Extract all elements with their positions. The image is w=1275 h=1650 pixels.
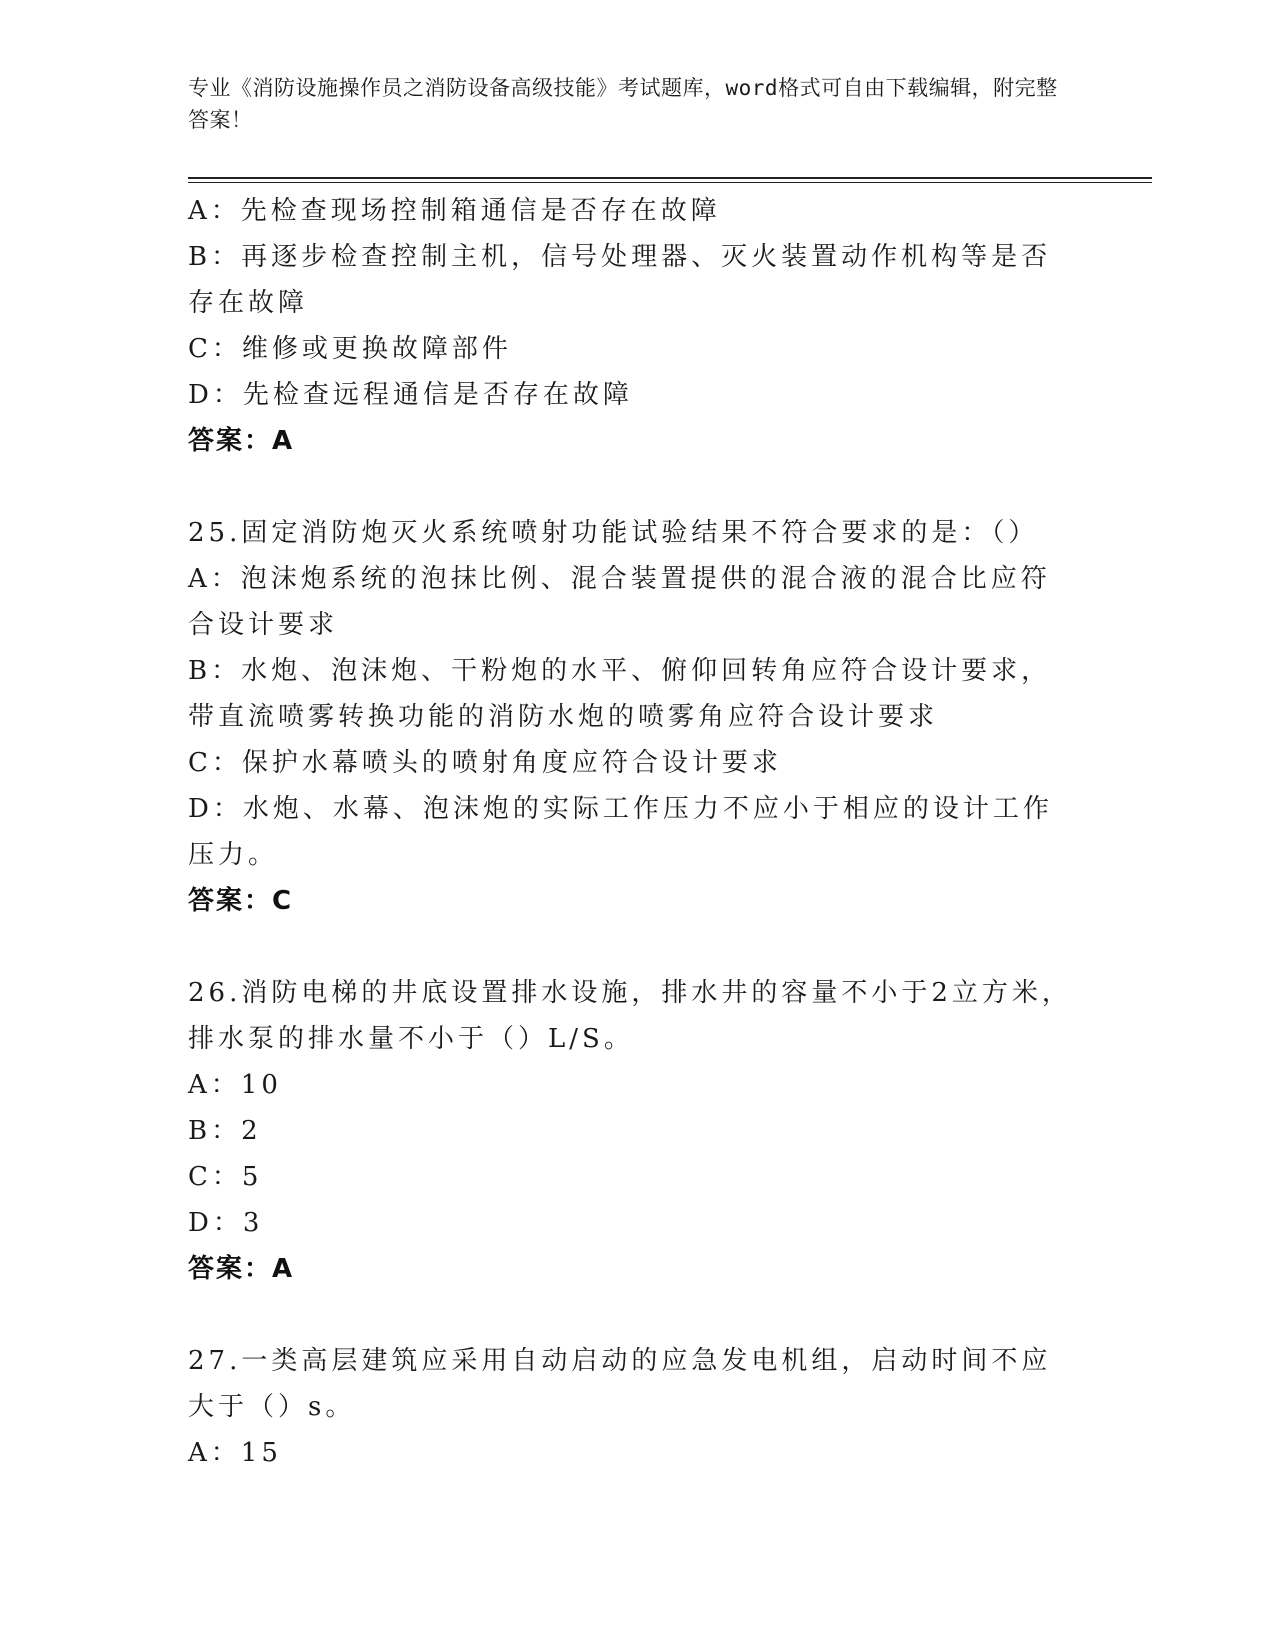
option-d: D：3 [188,1208,264,1238]
answer-line: 答案：A [188,426,295,456]
option-c: C：保护水幕喷头的喷射角度应符合设计要求 [188,748,782,778]
option-b: B：2 [188,1116,262,1146]
question-stem: 27.一类高层建筑应采用自动启动的应急发电机组，启动时间不应大于（）s。 [188,1346,1052,1422]
option-b: B：再逐步检查控制主机，信号处理器、灭火装置动作机构等是否存在故障 [188,242,1052,318]
option-a: A：10 [188,1070,282,1100]
question-24-block [188,188,1078,464]
header-divider-thin [188,182,1152,183]
question-list [188,188,1078,1476]
option-d: D：先检查远程通信是否存在故障 [188,380,633,410]
spacer [188,464,1078,510]
question-stem: 25.固定消防炮灭火系统喷射功能试验结果不符合要求的是：（） [188,518,1039,548]
spacer [188,924,1078,970]
header-divider-thick [188,177,1152,179]
option-d: D：水炮、水幕、泡沫炮的实际工作压力不应小于相应的设计工作压力。 [188,794,1053,870]
option-c: C：维修或更换故障部件 [188,334,512,364]
question-27-block [188,1338,1078,1476]
option-b: B：水炮、泡沫炮、干粉炮的水平、俯仰回转角应符合设计要求，带直流喷雾转换功能的消防水炮的喷雾角应符合设计要求 [188,656,1052,732]
spacer [188,1292,1078,1338]
answer-line: 答案：A [188,1254,295,1284]
question-26-block [188,970,1078,1292]
question-25-block [188,510,1078,924]
option-c: C：5 [188,1162,263,1192]
option-a: A：先检查现场控制箱通信是否存在故障 [188,196,721,226]
answer-line: 答案：C [188,886,294,916]
option-a: A：泡沫炮系统的泡抹比例、混合装置提供的混合液的混合比应符合设计要求 [188,564,1051,640]
question-stem: 26.消防电梯的井底设置排水设施，排水井的容量不小于2立方米，排水泵的排水量不小于（）L/S。 [188,978,1072,1054]
document-header: 专业《消防设施操作员之消防设备高级技能》考试题库，word格式可自由下载编辑，附完整答案！ [188,76,1058,132]
option-a: A：15 [188,1438,282,1468]
